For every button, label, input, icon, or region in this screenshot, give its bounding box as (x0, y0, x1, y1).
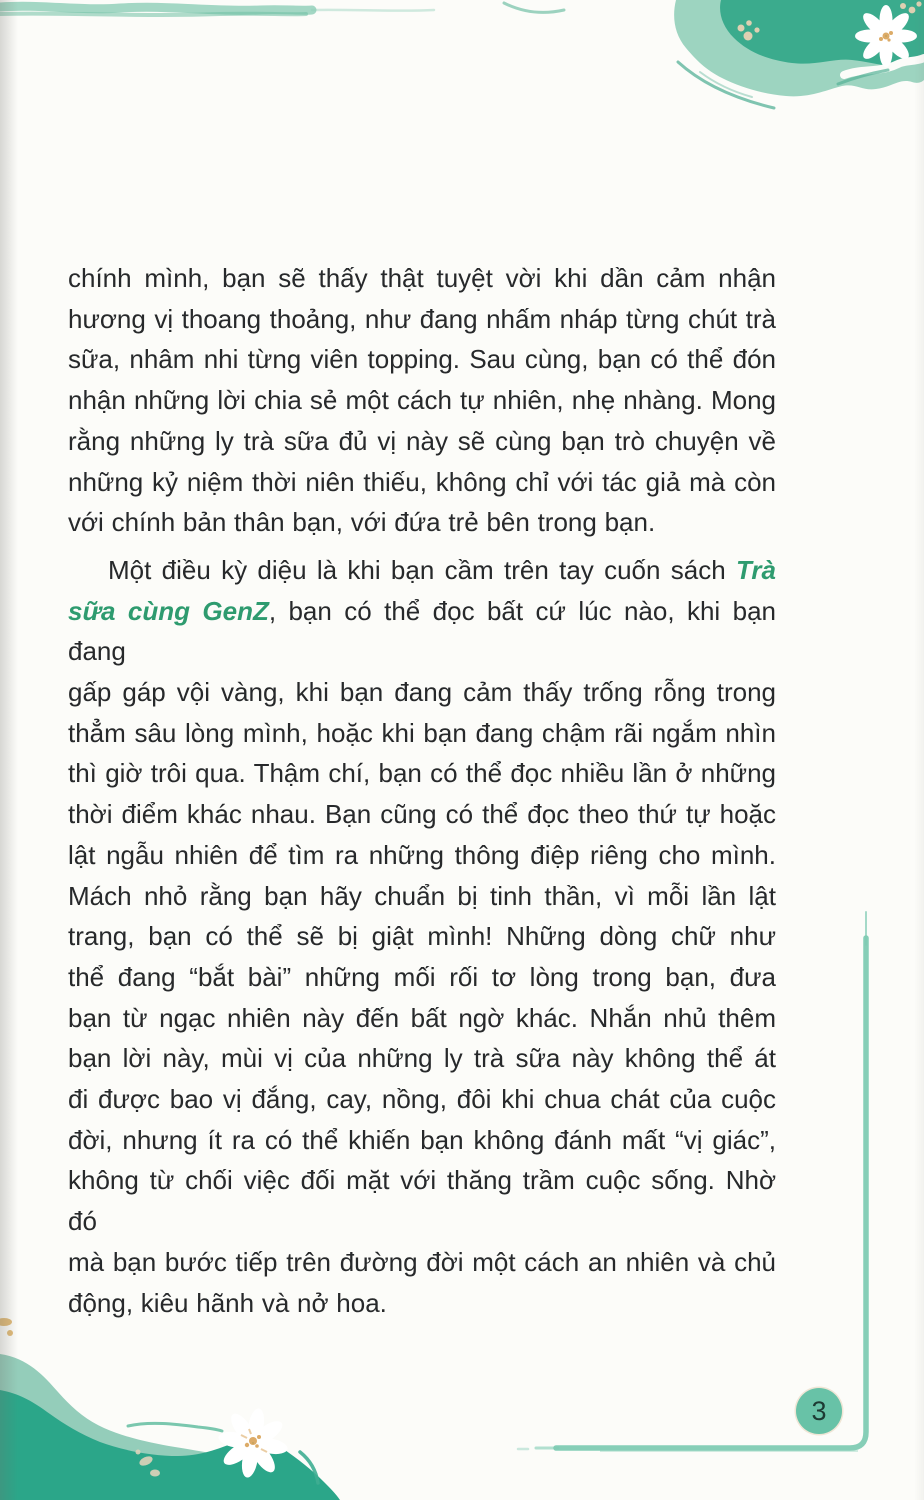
scan-edge-shadow (914, 0, 924, 1500)
text-line: Mách nhỏ rằng bạn hãy chuẩn bị tinh thần, vì mỗi lần lật (68, 880, 776, 911)
text-line: sữa, nhâm nhi từng viên topping. Sau cùng, bạn có thể đón (68, 344, 776, 375)
paragraph (68, 258, 776, 543)
text-line: lật ngẫu nhiên để tìm ra những thông điệp riêng cho mình. (68, 839, 776, 870)
book-title-accent: Trà (736, 554, 776, 585)
text-line: chính mình, bạn sẽ thấy thật tuyệt vời khi dần cảm nhận (68, 263, 776, 293)
blob-light-layer (674, 0, 924, 96)
text-line: mà bạn bước tiếp trên đường đời một cách an nhiên và chủ (68, 1246, 776, 1277)
text-line: đời, nhưng ít ra có thể khiến bạn không đánh mất “vị giác”, (68, 1124, 776, 1155)
daisy-flower-icon (855, 5, 917, 67)
text-line: động, kiêu hãnh và nở hoa. (68, 1287, 387, 1318)
text-line: thời điểm khác nhau. Bạn cũng có thể đọc theo thứ tự hoặc (68, 799, 776, 830)
text-line: thẳm sâu lòng mình, hoặc khi bạn đang chậm rãi ngắm nhìn (68, 717, 776, 748)
text-line: hương vị thoang thoảng, như đang nhấm nháp từng chút trà (68, 303, 776, 334)
text-line: trang, bạn có thể sẽ bị giật mình! Những dòng chữ như (68, 921, 776, 952)
text-line: thì giờ trôi qua. Thậm chí, bạn có thể đọc nhiều lần ở những (68, 758, 776, 789)
text-line: rằng những ly trà sữa đủ vị này sẽ cùng bạn trò chuyện về (68, 425, 776, 456)
text-line: Một điều kỳ diệu là khi bạn cầm trên tay cuốn sách Trà (108, 554, 776, 585)
page-number-badge (796, 1388, 842, 1434)
text-line: bạn lời này, mùi vị của những ly trà sữa này không thể át (68, 1043, 776, 1074)
bottom-left-wave (0, 1318, 340, 1500)
scan-gutter-shadow (0, 0, 18, 1500)
daisy-flower-icon (217, 1407, 289, 1479)
text-line: bạn từ ngạc nhiên này đến bất ngờ khác. Nhắn nhủ thêm (68, 1002, 776, 1033)
text-line: đi được bao vị đắng, cay, nồng, đôi khi chua chát của cuộc (68, 1084, 776, 1115)
text-line: không từ chối việc đối mặt với thăng trầm cuộc sống. Nhờ đó (68, 1165, 776, 1237)
text-line: thể đang “bắt bài” những mối rối tơ lòng trong bạn, đưa (68, 961, 776, 992)
wave-speckles (136, 1450, 161, 1477)
text-line: sữa cùng GenZ, bạn có thể đọc bất cứ lúc nào, khi bạn đang (68, 595, 776, 667)
blob-dark-layer (720, 0, 924, 66)
book-title-accent: sữa cùng GenZ (68, 595, 269, 626)
page-number: 3 (811, 1395, 827, 1426)
body-text (68, 258, 776, 1323)
wave-light-layer (0, 1354, 240, 1500)
top-right-watercolor-blob (674, 0, 924, 108)
top-brush-stroke-icon (0, 3, 564, 15)
text-line: gấp gáp vội vàng, khi bạn đang cảm thấy trống rỗng trong (68, 677, 776, 708)
cut-flower-dots-icon (0, 1318, 13, 1336)
text-line: nhận những lời chia sẻ một cách tự nhiên, nhẹ nhàng. Mong (68, 385, 776, 416)
paw-dots-icon (738, 1, 922, 40)
text-line: những kỷ niệm thời niên thiếu, không chỉ với tác giả mà còn (68, 466, 776, 497)
wave-dark-layer (0, 1390, 340, 1500)
text-line: với chính bản thân bạn, với đứa trẻ bên trong bạn. (68, 507, 656, 538)
paragraph (68, 550, 776, 1323)
